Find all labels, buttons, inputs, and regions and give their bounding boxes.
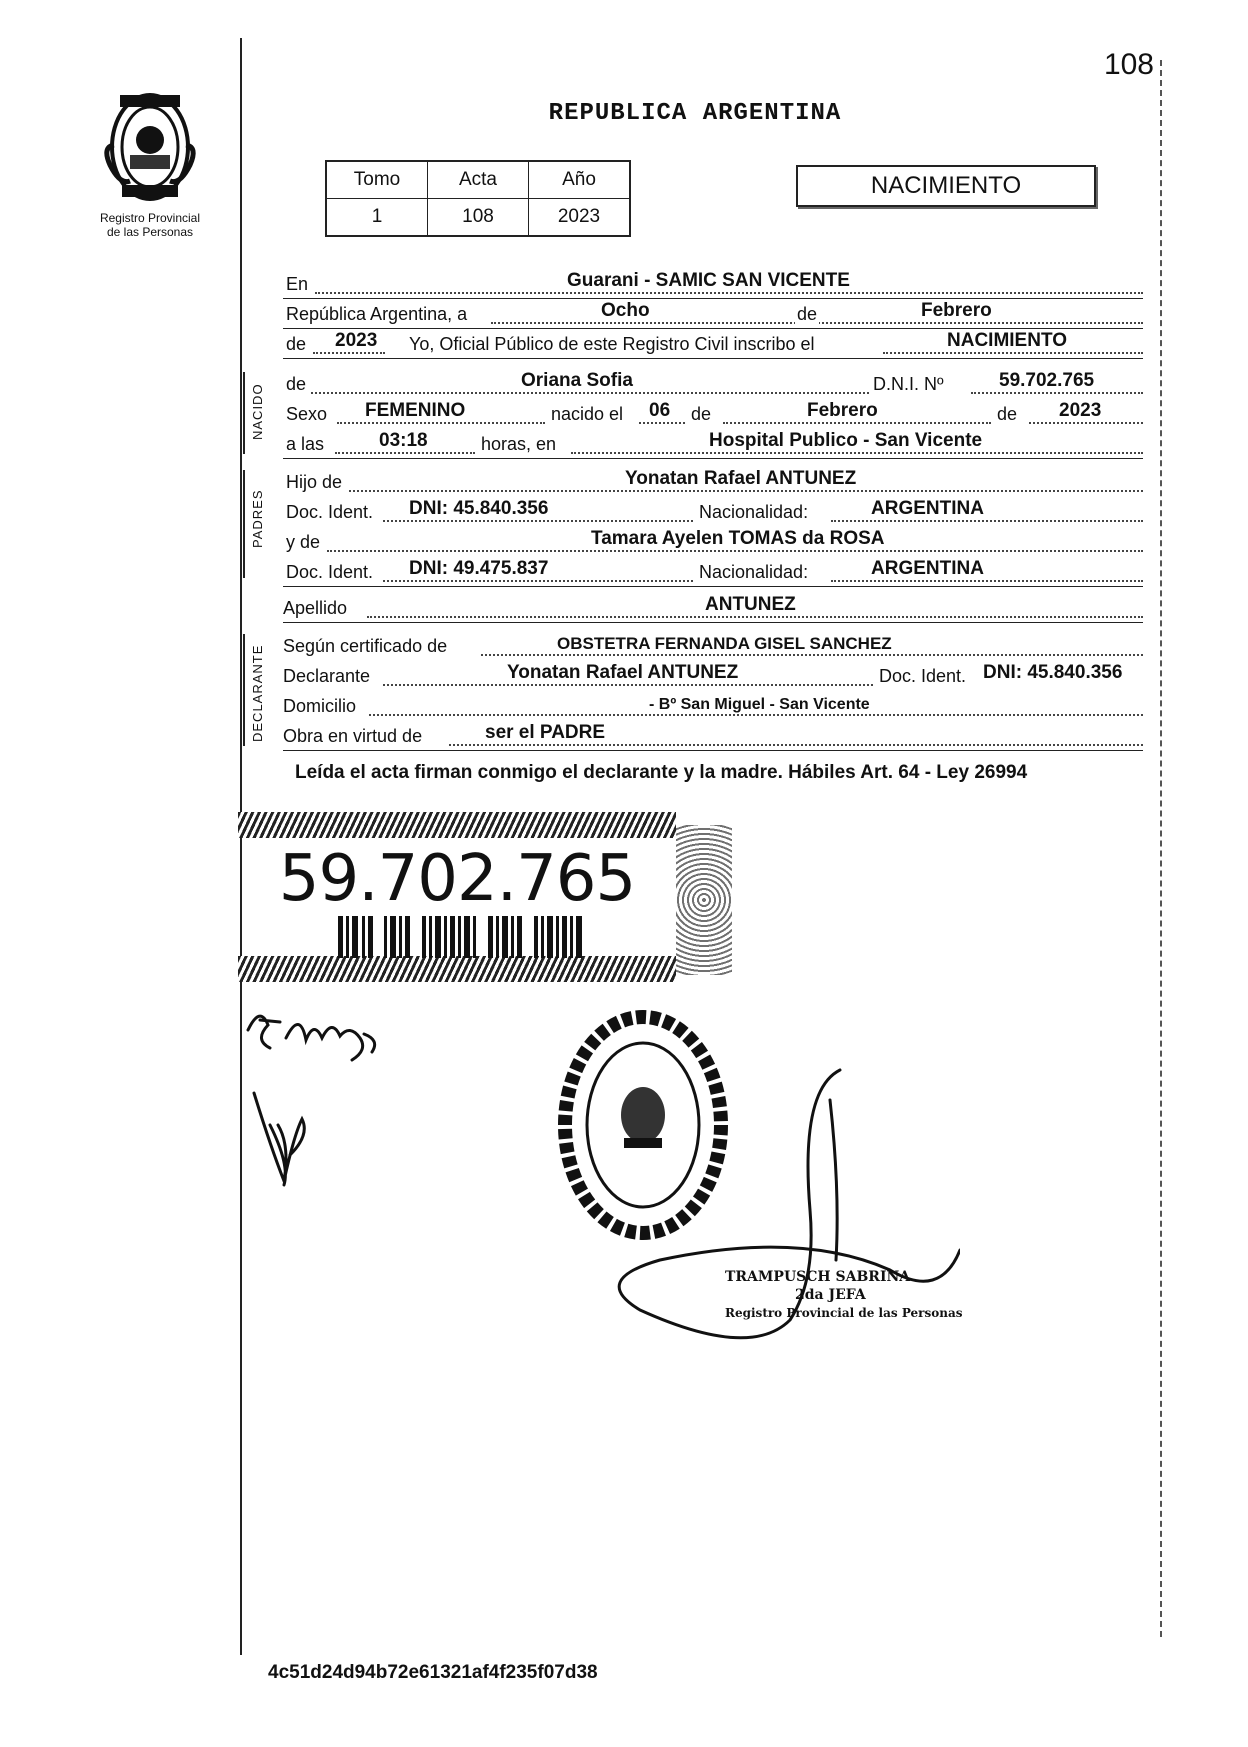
yo-text: Yo, Oficial Público de este Registro Civil inscribo el [409, 334, 815, 354]
obra-label: Obra en virtud de [283, 726, 423, 746]
mother-name-value: Tamara Ayelen TOMAS da ROSA [591, 528, 885, 549]
y-de-label: y de [286, 532, 321, 552]
mother-signature-icon [240, 1000, 390, 1070]
value-ano: 2023 [529, 199, 631, 237]
de2-label: de [286, 334, 307, 354]
officer-name: TRAMPUSCH SABRINA [725, 1269, 911, 1285]
apellido-value: ANTUNEZ [705, 594, 796, 615]
row-apellido [283, 592, 1143, 623]
registry-logo [90, 85, 210, 239]
birth-time-value: 03:18 [379, 430, 428, 451]
father-name-value: Yonatan Rafael ANTUNEZ [625, 468, 857, 489]
header-tomo: Tomo [326, 161, 428, 199]
hologram-seal [676, 825, 732, 975]
record-type-box: NACIMIENTO [796, 165, 1096, 207]
logo-caption-line2: de las Personas [106, 225, 194, 239]
republica-label: República Argentina, a [286, 304, 468, 324]
document-title: REPUBLICA ARGENTINA [548, 100, 842, 127]
year-value: 2023 [335, 330, 378, 351]
child-dni-value: 59.702.765 [999, 370, 1095, 391]
document-hash: 4c51d24d94b72e61321af4f235f07d38 [268, 1662, 598, 1683]
birth-month-value: Febrero [807, 400, 878, 421]
padres-side-label: PADRES [250, 489, 265, 548]
barcode-number: 59.702.765 [278, 842, 636, 916]
row-alas [283, 428, 1143, 459]
page-number: 108 [1103, 48, 1154, 81]
declarante-side-label: DECLARANTE [250, 644, 265, 742]
hijo-de-label: Hijo de [286, 472, 343, 492]
dni-label: D.N.I. Nº [873, 374, 944, 394]
mother-nac-label: Nacionalidad: [699, 562, 809, 582]
father-nac-value: ARGENTINA [871, 498, 984, 519]
sexo-label: Sexo [286, 404, 328, 424]
birth-place-value: Hospital Publico - San Vicente [709, 430, 983, 451]
barcode-icon [338, 916, 583, 958]
declarante-value: Yonatan Rafael ANTUNEZ [507, 662, 739, 683]
birth-year-value: 2023 [1059, 400, 1102, 421]
legal-note: Leída el acta firman conmigo el declarante y la madre. Hábiles Art. 64 - Ley 26994 [295, 762, 1028, 783]
mother-doc-label: Doc. Ident. [286, 562, 374, 582]
sexo-value: FEMENINO [365, 400, 466, 421]
declarante-doc-value: DNI: 45.840.356 [983, 662, 1123, 683]
provincia-de-misiones-emblem-icon [100, 85, 200, 205]
declarante-label: Declarante [283, 666, 371, 686]
father-doc-value: DNI: 45.840.356 [409, 498, 549, 519]
officer-signature-icon [600, 1060, 960, 1400]
nacido-el-label: nacido el [551, 404, 624, 424]
row-hijo-de [283, 466, 1143, 496]
row-mother-doc [283, 556, 1143, 587]
declarante-doc-label: Doc. Ident. [879, 666, 967, 686]
row-en [283, 268, 1143, 299]
value-tomo: 1 [326, 199, 428, 237]
row-father-doc [283, 496, 1143, 526]
mother-nac-value: ARGENTINA [871, 558, 984, 579]
en-label: En [286, 274, 309, 294]
header-acta: Acta [428, 161, 529, 199]
nacido-de-label: de [286, 374, 307, 394]
row-obra [283, 720, 1143, 751]
apellido-label: Apellido [283, 598, 348, 618]
alas-label: a las [286, 434, 325, 454]
domicilio-label: Domicilio [283, 696, 357, 716]
cert-value: OBSTETRA FERNANDA GISEL SANCHEZ [557, 634, 892, 653]
right-margin-line [1160, 60, 1162, 1637]
row-declarante [283, 660, 1143, 690]
officer-role: 2da JEFA [795, 1287, 866, 1303]
child-name-value: Oriana Sofia [521, 370, 633, 391]
nacido-de3-label: de [997, 404, 1018, 424]
day-value: Ocho [601, 300, 650, 321]
row-inscribe [283, 328, 1143, 359]
row-nacido-name [283, 368, 1143, 398]
birth-day-value: 06 [649, 400, 671, 421]
row-sexo [283, 398, 1143, 428]
nacido-side-label: NACIDO [250, 383, 265, 440]
inscribe-value: NACIMIENTO [947, 330, 1067, 351]
horas-label: horas, en [481, 434, 557, 454]
row-certificado [283, 630, 1143, 660]
declarant-signature-icon [250, 1085, 320, 1195]
mother-doc-value: DNI: 49.475.837 [409, 558, 549, 579]
cert-label: Según certificado de [283, 636, 448, 656]
header-ano: Año [529, 161, 631, 199]
nacido-de2-label: de [691, 404, 712, 424]
row-republica [283, 298, 1143, 329]
en-value: Guarani - SAMIC SAN VICENTE [567, 270, 850, 291]
obra-value: ser el PADRE [485, 722, 606, 743]
officer-office: Registro Provincial de las Personas [725, 1306, 963, 1320]
barcode-sticker [238, 812, 676, 982]
father-doc-label: Doc. Ident. [286, 502, 374, 522]
officer-stamp [725, 1268, 963, 1322]
row-domicilio [283, 690, 1143, 720]
row-y-de [283, 526, 1143, 556]
domicilio-value: - Bº San Miguel - San Vicente [649, 696, 870, 713]
logo-caption-line1: Registro Provincial [99, 211, 201, 225]
month-value: Febrero [921, 300, 992, 321]
de-label: de [797, 304, 818, 324]
father-nac-label: Nacionalidad: [699, 502, 809, 522]
value-acta: 108 [428, 199, 529, 237]
registry-table [325, 160, 631, 237]
